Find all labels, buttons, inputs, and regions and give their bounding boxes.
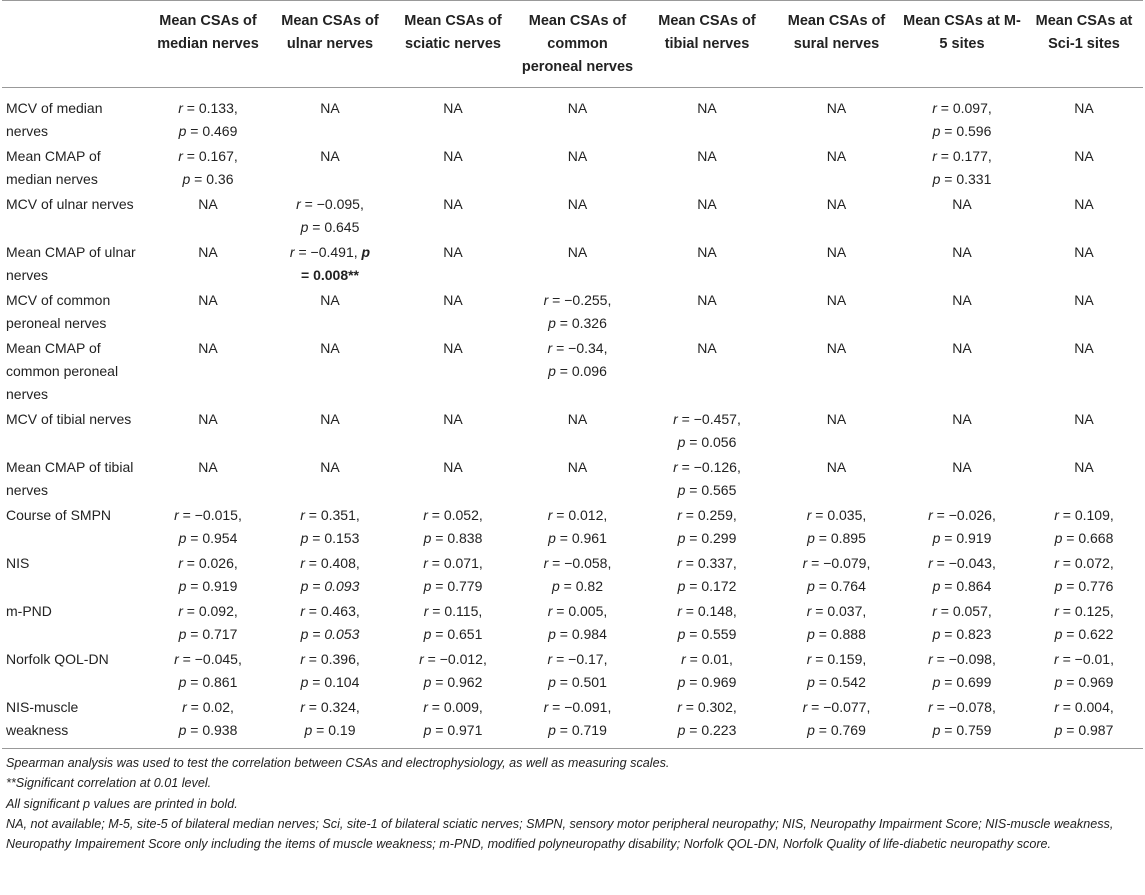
p-value: p = 0.962	[423, 674, 483, 690]
table-cell	[515, 696, 640, 749]
r-value: r = −0.015,	[174, 507, 242, 523]
table-cell	[640, 504, 774, 552]
row-label: MCV of common peroneal nerves	[6, 292, 111, 331]
p-value: = 0.008**	[301, 267, 359, 283]
r-value: r = 0.408,	[300, 555, 360, 571]
p-value: p = 0.719	[548, 722, 607, 738]
p-value: p = 0.559	[677, 626, 737, 642]
p-value: p = 0.961	[548, 530, 607, 546]
table-cell	[774, 696, 899, 749]
table-cell: NA	[198, 244, 218, 260]
table-cell: NA	[320, 100, 340, 116]
row-label: Mean CMAP of common peroneal nerves	[6, 340, 119, 402]
p-value: p = 0.651	[423, 626, 483, 642]
column-header: Mean CSAs of sciatic nerves	[404, 13, 502, 52]
p-value: p = 0.969	[677, 674, 737, 690]
table-cell: NA	[567, 148, 588, 164]
p-value: p = 0.326	[548, 315, 607, 331]
table-cell: NA	[826, 148, 847, 164]
table-cell	[774, 504, 899, 552]
table-cell: NA	[826, 459, 847, 475]
table-cell: NA	[952, 459, 972, 475]
table-cell: NA	[320, 340, 340, 356]
column-header: Mean CSAs of median nerves	[157, 13, 259, 52]
row-label: Mean CMAP of tibial nerves	[6, 459, 134, 498]
table-cell: NA	[1074, 292, 1094, 308]
correlation-table	[2, 0, 1143, 749]
table-footnotes	[2, 749, 1143, 854]
p-value: p = 0.984	[548, 626, 607, 642]
table-row	[2, 289, 1143, 337]
table-cell: NA	[443, 340, 463, 356]
table-cell	[269, 193, 391, 241]
p-value: p = 0.969	[1054, 674, 1114, 690]
r-value: r = 0.302,	[677, 699, 737, 715]
table-cell	[269, 648, 391, 696]
r-value: r = 0.259,	[677, 507, 737, 523]
table-cell: NA	[697, 100, 717, 116]
r-value: r = −0.17,	[547, 651, 608, 667]
p-value: p = 0.469	[178, 123, 238, 139]
table-cell	[899, 696, 1025, 749]
table-row	[2, 600, 1143, 648]
table-cell: NA	[567, 459, 588, 475]
footnote: All significant p values are printed in bold.	[6, 796, 238, 811]
r-value: r = −0.095,	[296, 196, 364, 212]
p-value: p = 0.938	[178, 722, 238, 738]
row-label: NIS	[6, 555, 30, 571]
r-value: r = −0.34,	[547, 340, 608, 356]
table-cell: NA	[443, 196, 463, 212]
r-value: r = −0.457,	[673, 411, 741, 427]
table-cell: NA	[320, 459, 340, 475]
r-value: r = −0.026,	[928, 507, 996, 523]
table-cell: NA	[567, 411, 588, 427]
table-cell	[391, 552, 515, 600]
r-value: r = 0.109,	[1054, 507, 1114, 523]
table-cell: NA	[443, 148, 463, 164]
p-value: p = 0.895	[807, 530, 866, 546]
table-cell: NA	[443, 100, 463, 116]
p-value: p = 0.699	[932, 674, 992, 690]
r-value: r = 0.057,	[932, 603, 992, 619]
table-cell	[515, 600, 640, 648]
r-value: r = −0.491, p	[289, 244, 371, 260]
p-value: p = 0.838	[423, 530, 483, 546]
r-value: r = 0.004,	[1054, 699, 1114, 715]
r-value: r = 0.071,	[423, 555, 483, 571]
table-cell: NA	[697, 196, 717, 212]
r-value: r = 0.012,	[547, 507, 608, 523]
footnote: Spearman analysis was used to test the correlation between CSAs and electrophysiology, as well as measuring scales.	[6, 756, 670, 770]
table-cell: NA	[443, 411, 463, 427]
column-header: Mean CSAs at M-5 sites	[903, 13, 1021, 52]
header-row	[2, 1, 1143, 88]
table-cell	[269, 696, 391, 749]
table-cell	[269, 241, 391, 289]
r-value: r = 0.133,	[178, 100, 238, 116]
r-value: r = 0.092,	[178, 603, 238, 619]
row-label: Mean CMAP of median nerves	[6, 148, 101, 187]
table-cell: NA	[826, 411, 847, 427]
table-cell: NA	[198, 340, 218, 356]
r-value: r = 0.463,	[300, 603, 360, 619]
table-cell	[899, 648, 1025, 696]
r-value: r = −0.091,	[543, 699, 612, 715]
r-value: r = −0.098,	[928, 651, 996, 667]
r-value: r = 0.01,	[681, 651, 733, 667]
row-label: Norfolk QOL-DN	[6, 651, 109, 667]
row-label: Course of SMPN	[6, 507, 112, 523]
table-cell	[269, 552, 391, 600]
table-cell	[147, 145, 269, 193]
row-label: Mean CMAP of ulnar nerves	[6, 244, 136, 283]
table-cell	[899, 145, 1025, 193]
r-value: r = −0.045,	[174, 651, 242, 667]
r-value: r = 0.159,	[806, 651, 867, 667]
r-value: r = 0.005,	[547, 603, 608, 619]
r-value: r = 0.337,	[677, 555, 737, 571]
table-cell: NA	[952, 292, 972, 308]
table-cell: NA	[952, 411, 972, 427]
table-cell	[391, 648, 515, 696]
p-value: p = 0.919	[178, 578, 238, 594]
r-value: r = 0.009,	[423, 699, 483, 715]
r-value: r = −0.078,	[928, 699, 996, 715]
p-value: p = 0.331	[932, 171, 992, 187]
table-cell: NA	[443, 244, 463, 260]
table-cell: NA	[826, 100, 847, 116]
table-cell	[1025, 600, 1143, 648]
table-cell: NA	[443, 459, 463, 475]
r-value: r = 0.396,	[300, 651, 360, 667]
r-value: r = 0.072,	[1054, 555, 1114, 571]
table-cell: NA	[320, 292, 340, 308]
r-value: r = 0.148,	[677, 603, 737, 619]
table-row	[2, 504, 1143, 552]
table-row	[2, 408, 1143, 456]
r-value: r = 0.097,	[932, 100, 992, 116]
row-label: MCV of ulnar nerves	[6, 196, 134, 212]
table-cell	[1025, 696, 1143, 749]
table-cell	[640, 648, 774, 696]
table-cell	[391, 696, 515, 749]
p-value: p = 0.776	[1054, 578, 1114, 594]
table-cell	[391, 600, 515, 648]
table-cell	[1025, 552, 1143, 600]
p-value: p = 0.759	[932, 722, 992, 738]
r-value: r = −0.043,	[928, 555, 996, 571]
p-value: p = 0.093	[300, 578, 360, 594]
table-cell: NA	[198, 459, 218, 475]
table-cell: NA	[952, 244, 972, 260]
table-cell	[774, 600, 899, 648]
table-cell: NA	[1074, 411, 1094, 427]
header-corner	[2, 1, 147, 88]
table-cell	[774, 648, 899, 696]
p-value: p = 0.823	[932, 626, 992, 642]
p-value: p = 0.501	[548, 674, 607, 690]
table-cell	[147, 600, 269, 648]
table-cell: NA	[697, 340, 717, 356]
r-value: r = −0.255,	[543, 292, 612, 308]
table-cell	[515, 289, 640, 337]
column-header: Mean CSAs of tibial nerves	[658, 13, 756, 52]
p-value: p = 0.717	[178, 626, 238, 642]
table-cell: NA	[198, 196, 218, 212]
table-cell: NA	[567, 196, 588, 212]
p-value: p = 0.861	[178, 674, 238, 690]
table-cell	[899, 600, 1025, 648]
table-cell	[899, 88, 1025, 146]
table-cell	[899, 552, 1025, 600]
table-row	[2, 648, 1143, 696]
p-value: p = 0.971	[423, 722, 483, 738]
p-value: p = 0.919	[932, 530, 992, 546]
table-cell: NA	[826, 244, 847, 260]
row-label: MCV of tibial nerves	[6, 411, 132, 427]
table-cell: NA	[826, 196, 847, 212]
p-value: p = 0.668	[1054, 530, 1114, 546]
table-row	[2, 337, 1143, 408]
r-value: r = −0.077,	[802, 699, 871, 715]
column-header: Mean CSAs of ulnar nerves	[281, 13, 379, 52]
column-header: Mean CSAs of sural nerves	[787, 13, 886, 52]
p-value: p = 0.542	[807, 674, 866, 690]
row-label: NIS-muscle weakness	[6, 699, 79, 738]
table-cell	[269, 504, 391, 552]
p-value: p = 0.36	[182, 171, 234, 187]
p-value: p = 0.299	[677, 530, 737, 546]
p-value: p = 0.769	[807, 722, 866, 738]
footnote: NA, not available; M-5, site-5 of bilateral median nerves; Sci, site-1 of bilateral sciatic nerves; SMPN, sensory motor peripheral neuropathy; NIS, Neuropathy Impairment Score; NIS-muscle weakness, Neuropathy Impairement Score only including the items of muscle weakness; m-PND, modified polyneuropathy disability; Norfolk QOL-DN, Norfolk Quality of life-diabetic neuropathy score.	[6, 816, 1114, 852]
p-value: p = 0.172	[677, 578, 737, 594]
r-value: r = 0.351,	[300, 507, 360, 523]
table-cell: NA	[697, 292, 717, 308]
table-cell: NA	[1074, 244, 1094, 260]
table-cell	[640, 456, 774, 504]
table-cell: NA	[443, 292, 463, 308]
r-value: r = −0.126,	[673, 459, 741, 475]
r-value: r = 0.167,	[178, 148, 238, 164]
p-value: p = 0.864	[932, 578, 992, 594]
table-cell	[640, 600, 774, 648]
r-value: r = −0.01,	[1054, 651, 1114, 667]
table-cell: NA	[198, 292, 218, 308]
table-cell: NA	[697, 148, 717, 164]
table-cell	[1025, 648, 1143, 696]
table-cell: NA	[1074, 340, 1094, 356]
r-value: r = 0.324,	[300, 699, 360, 715]
column-header: Mean CSAs at Sci-1 sites	[1035, 13, 1133, 52]
r-value: r = 0.035,	[806, 507, 867, 523]
table-cell	[147, 88, 269, 146]
table-cell: NA	[952, 196, 972, 212]
table-cell	[391, 504, 515, 552]
table-row	[2, 552, 1143, 600]
table-cell	[640, 696, 774, 749]
p-value: p = 0.987	[1054, 722, 1114, 738]
table-row	[2, 456, 1143, 504]
table-cell	[147, 648, 269, 696]
table-cell: NA	[1074, 100, 1094, 116]
table-cell: NA	[567, 100, 588, 116]
table-body	[2, 88, 1143, 749]
p-value: p = 0.056	[677, 434, 737, 450]
table-cell	[774, 552, 899, 600]
table-row	[2, 696, 1143, 749]
table-cell: NA	[952, 340, 972, 356]
table-cell: NA	[320, 411, 340, 427]
r-value: r = 0.115,	[423, 603, 483, 619]
table-cell	[515, 337, 640, 408]
table-cell: NA	[1074, 459, 1094, 475]
row-label: MCV of median nerves	[6, 100, 103, 139]
table-cell	[640, 552, 774, 600]
table-row	[2, 145, 1143, 193]
r-value: r = 0.02,	[182, 699, 234, 715]
r-value: r = 0.125,	[1054, 603, 1114, 619]
p-value: p = 0.053	[300, 626, 360, 642]
table-cell	[515, 552, 640, 600]
r-value: r = 0.026,	[178, 555, 238, 571]
r-value: r = 0.177,	[932, 148, 992, 164]
p-value: p = 0.596	[932, 123, 992, 139]
table-cell: NA	[697, 244, 717, 260]
table-row	[2, 88, 1143, 146]
table-cell	[147, 504, 269, 552]
table-cell	[147, 552, 269, 600]
table-cell	[147, 696, 269, 749]
p-value: p = 0.764	[807, 578, 866, 594]
p-value: p = 0.954	[178, 530, 238, 546]
table-row	[2, 193, 1143, 241]
table-cell	[515, 504, 640, 552]
table-cell: NA	[198, 411, 218, 427]
r-value: r = −0.012,	[419, 651, 487, 667]
table-cell	[1025, 504, 1143, 552]
table-cell: NA	[826, 340, 847, 356]
r-value: r = −0.058,	[543, 555, 612, 571]
table-cell: NA	[1074, 148, 1094, 164]
table-cell: NA	[320, 148, 340, 164]
r-value: r = −0.079,	[802, 555, 871, 571]
table-cell: NA	[567, 244, 588, 260]
p-value: p = 0.645	[300, 219, 360, 235]
table-row	[2, 241, 1143, 289]
r-value: r = 0.052,	[423, 507, 483, 523]
r-value: r = 0.037,	[806, 603, 867, 619]
table-cell: NA	[1074, 196, 1094, 212]
p-value: p = 0.779	[423, 578, 483, 594]
p-value: p = 0.104	[300, 674, 360, 690]
p-value: p = 0.223	[677, 722, 737, 738]
p-value: p = 0.82	[552, 578, 603, 594]
table-cell: NA	[826, 292, 847, 308]
p-value: p = 0.622	[1054, 626, 1114, 642]
p-value: p = 0.096	[548, 363, 607, 379]
p-value: p = 0.153	[300, 530, 360, 546]
p-value: p = 0.19	[304, 722, 356, 738]
table-cell	[269, 600, 391, 648]
column-header: Mean CSAs of common peroneal nerves	[521, 13, 634, 75]
table-cell	[899, 504, 1025, 552]
p-value: p = 0.565	[677, 482, 737, 498]
footnote: **Significant correlation at 0.01 level.	[6, 776, 212, 791]
table-cell	[640, 408, 774, 456]
row-label: m-PND	[6, 603, 52, 619]
table-cell	[515, 648, 640, 696]
p-value: p = 0.888	[807, 626, 866, 642]
